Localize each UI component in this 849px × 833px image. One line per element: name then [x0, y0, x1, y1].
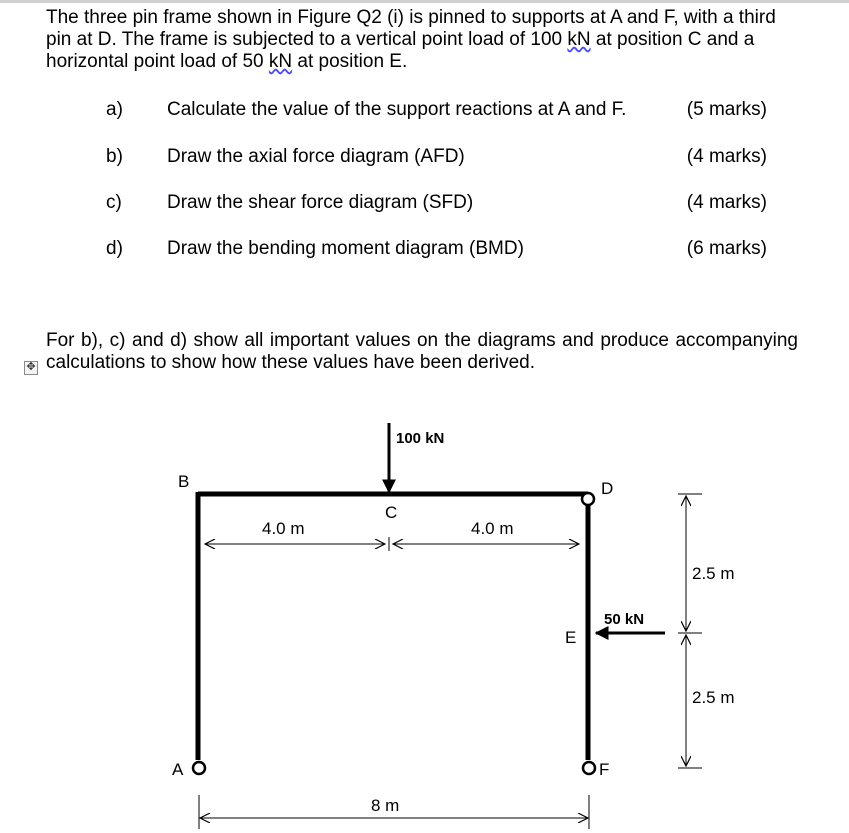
load-label-e: 50 kN: [604, 611, 645, 628]
question-label: a): [106, 99, 123, 120]
dimension-label-af: 8 m: [371, 796, 400, 815]
dimension-label-bc: 4.0 m: [262, 519, 305, 538]
point-label-a: A: [172, 760, 184, 779]
pin-support-f: [583, 762, 595, 774]
intro-unit-kn-2: kN: [268, 51, 293, 72]
question-marks: (6 marks): [686, 238, 767, 259]
intro-text-2: at position C and a horizontal point load of 50: [46, 29, 755, 72]
question-label: c): [106, 192, 122, 213]
question-text: Draw the bending moment diagram (BMD): [167, 238, 524, 259]
point-label-e: E: [565, 628, 577, 647]
pin-d: [582, 493, 594, 505]
move-handle-icon[interactable]: ✥: [24, 361, 38, 375]
question-marks: (4 marks): [686, 146, 767, 167]
intro-text-3: at position E.: [292, 51, 408, 72]
point-label-c: C: [385, 503, 398, 522]
question-label: b): [106, 146, 123, 167]
question-label: d): [106, 238, 123, 259]
point-label-b: B: [178, 472, 190, 491]
question-text: Calculate the value of the support reactions at A and F.: [167, 99, 627, 120]
intro-unit-kn-1: kN: [567, 29, 591, 50]
intro-text-1: The three pin frame shown in Figure Q2 (i) is pinned to supports at A and F, with a third pin at D. The frame is subjected to a vertical point load of 100: [46, 7, 776, 50]
question-text: Draw the axial force diagram (AFD): [167, 146, 465, 167]
load-label-c: 100 kN: [396, 430, 445, 447]
question-marks: (4 marks): [686, 192, 767, 213]
point-label-d: D: [601, 479, 614, 498]
note-paragraph: For b), c) and d) show all important values on the diagrams and produce accompanying calculations to show how these values have been derived.: [46, 330, 798, 373]
dimension-label-lower: 2.5 m: [692, 688, 735, 707]
question-marks: (5 marks): [686, 99, 767, 120]
pin-support-a: [193, 762, 205, 774]
dimension-label-cd: 4.0 m: [471, 519, 514, 538]
dimension-label-upper: 2.5 m: [692, 564, 735, 583]
point-label-f: F: [599, 760, 610, 779]
question-text: Draw the shear force diagram (SFD): [167, 192, 474, 213]
